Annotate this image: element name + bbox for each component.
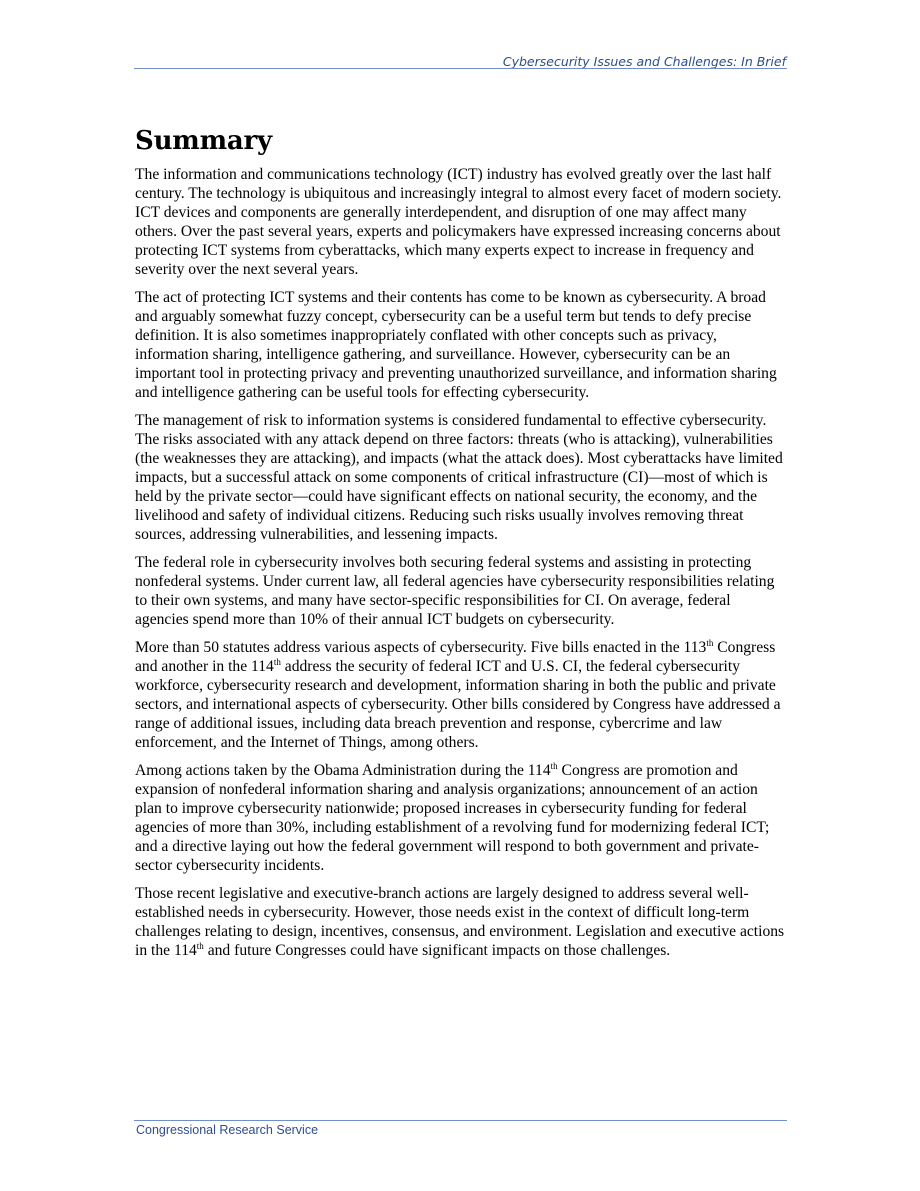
running-header-title: Cybersecurity Issues and Challenges: In Brief <box>502 54 786 69</box>
paragraph-6-part-1: Among actions taken by the Obama Administration during the 114 <box>135 762 551 779</box>
ordinal-suffix: th <box>550 761 558 771</box>
paragraph-5 <box>135 638 787 752</box>
paragraph-7 <box>135 884 787 960</box>
ordinal-suffix: th <box>196 941 204 951</box>
footer-publisher: Congressional Research Service <box>136 1123 319 1137</box>
page-title: Summary <box>135 126 272 156</box>
paragraph-6-part-2: Congress are promotion and expansion of nonfederal information sharing and analysis organizations; announcement of an action plan to improve cybersecurity nationwide; proposed increases in cybersecurity funding for federal agencies of more than 30%, including establishment of a revolving fund for modernizing federal ICT; and a directive laying out how the federal government will respond to both government and private-sector cybersecurity incidents. <box>135 762 770 874</box>
footer-divider <box>134 1120 787 1121</box>
paragraph-2: The act of protecting ICT systems and their contents has come to be known as cybersecurity. A broad and arguably somewhat fuzzy concept, cybersecurity can be a useful term but tends to defy precise definition. It is also sometimes inappropriately conflated with other concepts such as privacy, information sharing, intelligence gathering, and surveillance. However, cybersecurity can be an important tool in protecting privacy and preventing unauthorized surveillance, and information sharing and intelligence gathering can be useful tools for effecting cybersecurity. <box>135 289 777 401</box>
paragraph-4: The federal role in cybersecurity involves both securing federal systems and assisting in protecting nonfederal systems. Under current law, all federal agencies have cybersecurity responsibilities relating to their own systems, and many have sector-specific responsibilities for CI. On average, federal agencies spend more than 10% of their annual ICT budgets on cybersecurity. <box>135 554 775 628</box>
paragraph-6 <box>135 761 787 875</box>
paragraph-3: The management of risk to information systems is considered fundamental to effective cybersecurity. The risks associated with any attack depend on three factors: threats (who is attacking), vulnerabilities (the weaknesses they are attacking), and impacts (what the attack does). Most cyberattacks have limited impacts, but a successful attack on some components of critical infrastructure (CI)—most of which is held by the private sector—could have significant effects on national security, the economy, and the livelihood and safety of individual citizens. Reducing such risks usually involves removing threat sources, addressing vulnerabilities, and lessening impacts. <box>135 412 783 543</box>
ordinal-suffix: th <box>706 638 714 648</box>
paragraph-5-part-2: Congress and another in the 114 <box>135 639 776 675</box>
ordinal-suffix: th <box>273 657 281 667</box>
paragraph-1: The information and communications technology (ICT) industry has evolved greatly over the last half century. The technology is ubiquitous and increasingly integral to almost every facet of modern society. ICT devices and components are generally interdependent, and disruption of one may affect many others. Over the past several years, experts and policymakers have expressed increasing concerns about protecting ICT systems from cyberattacks, which many experts expect to increase in frequency and severity over the next several years. <box>135 166 782 278</box>
paragraph-7-part-2: and future Congresses could have significant impacts on those challenges. <box>203 942 671 959</box>
document-body <box>135 124 787 969</box>
header-divider <box>134 68 787 69</box>
paragraph-5-part-3: address the security of federal ICT and U.S. CI, the federal cybersecurity workforce, cybersecurity research and development, information sharing in both the public and private sectors, and international aspects of cybersecurity. Other bills considered by Congress have addressed a range of additional issues, including data breach prevention and response, cybercrime and law enforcement, and the Internet of Things, among others. <box>135 658 781 751</box>
paragraph-7-part-1: Those recent legislative and executive-branch actions are largely designed to address several well-established needs in cybersecurity. However, those needs exist in the context of difficult long-term challenges relating to design, incentives, consensus, and environment. Legislation and executive actions in the 114 <box>135 885 785 959</box>
paragraph-5-part-1: More than 50 statutes address various aspects of cybersecurity. Five bills enacted in the 113 <box>135 639 707 656</box>
